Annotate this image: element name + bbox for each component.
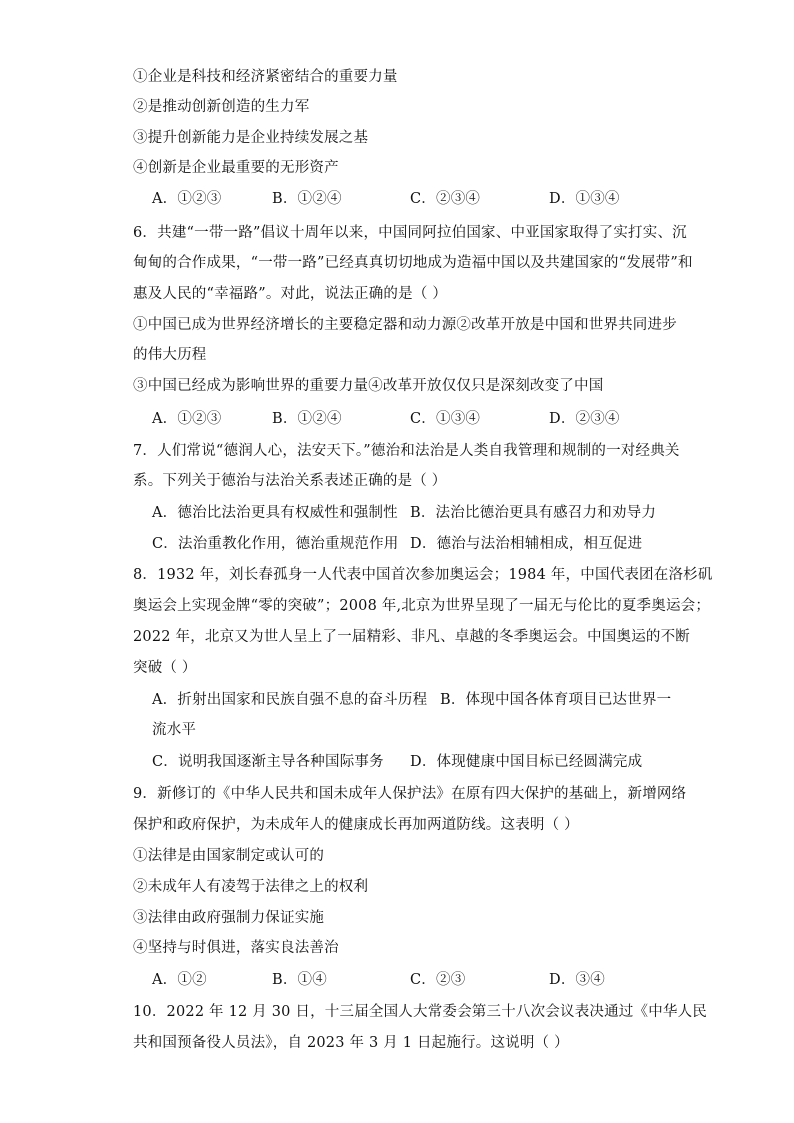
q8-stem-line-4: 突破（ ）	[133, 660, 197, 676]
q8-option-b-cont: 流水平	[152, 722, 197, 738]
q6-option-b[interactable]: B．①②④	[272, 411, 342, 427]
q6-option-d[interactable]: D．②③④	[549, 411, 620, 427]
q5-option-d[interactable]: D．①③④	[549, 191, 620, 207]
q9-option-c[interactable]: C．②③	[410, 972, 466, 988]
q7-option-a[interactable]: A．德治比法治更具有权威性和强制性	[152, 505, 398, 521]
q9-statement-2: ②未成年人有凌驾于法律之上的权利	[133, 879, 369, 895]
q7-stem-line-2: 系。下列关于德治与法治关系表述正确的是（ ）	[133, 473, 447, 489]
q7-option-b[interactable]: B．法治比德治更具有感召力和劝导力	[410, 505, 657, 521]
q6-option-a[interactable]: A．①②③	[152, 411, 222, 427]
q6-statement-2-cont: 的伟大历程	[133, 347, 207, 363]
q10-stem-line-1: 10．2022 年 12 月 30 日，十三届全国人大常委会第三十八次会议表决通过《中华人民	[133, 1004, 707, 1020]
q5-statement-3: ③提升创新能力是企业持续发展之基	[133, 130, 369, 146]
q9-stem-line-1: 9．新修订的《中华人民共和国未成年人保护法》在原有四大保护的基础上，新增网络	[133, 786, 687, 802]
q6-statement-1-2: ①中国已成为世界经济增长的主要稳定器和动力源②改革开放是中国和世界共同进步	[133, 317, 677, 333]
q6-option-c[interactable]: C．①③④	[410, 411, 481, 427]
q8-option-c[interactable]: C．说明我国逐渐主导各种国际事务	[152, 754, 384, 770]
q5-option-a[interactable]: A．①②③	[152, 191, 222, 207]
q8-option-a[interactable]: A．折射出国家和民族自强不息的奋斗历程	[152, 692, 428, 708]
q8-option-b[interactable]: B．体现中国各体育项目已达世界一	[440, 692, 672, 708]
q10-stem-line-2: 共和国预备役人员法》，自 2023 年 3 月 1 日起施行。这说明（ ）	[133, 1035, 569, 1051]
q9-option-d[interactable]: D．③④	[549, 972, 605, 988]
q9-statement-3: ③法律由政府强制力保证实施	[133, 910, 325, 926]
q7-option-d[interactable]: D．德治与法治相辅相成，相互促进	[410, 536, 643, 552]
q9-statement-4: ④坚持与时俱进，落实良法善治	[133, 940, 339, 956]
q8-option-d[interactable]: D．体现健康中国目标已经圆满完成	[410, 754, 643, 770]
q9-option-b[interactable]: B．①④	[272, 972, 327, 988]
q9-option-a[interactable]: A．①②	[152, 972, 207, 988]
q5-statement-2: ②是推动创新创造的生力军	[133, 99, 310, 115]
q9-stem-line-2: 保护和政府保护，为未成年人的健康成长再加两道防线。这表明（ ）	[133, 817, 579, 833]
q5-statement-1: ①企业是科技和经济紧密结合的重要力量	[133, 69, 398, 85]
q5-option-c[interactable]: C．②③④	[410, 191, 481, 207]
q6-stem-line-3: 惠及人民的“幸福路”。对此，说法正确的是（ ）	[133, 286, 448, 302]
q8-stem-line-3: 2022 年，北京又为世人呈上了一届精彩、非凡、卓越的冬季奥运会。中国奥运的不断	[133, 629, 691, 645]
q6-stem-line-1: 6．共建“一带一路”倡议十周年以来，中国同阿拉伯国家、中亚国家取得了实打实、沉	[133, 225, 687, 241]
q5-option-b[interactable]: B．①②④	[272, 191, 342, 207]
q7-stem-line-1: 7．人们常说“德润人心，法安天下。”德治和法治是人类自我管理和规制的一对经典关	[133, 443, 680, 459]
q9-statement-1: ①法律是由国家制定或认可的	[133, 848, 325, 864]
q5-statement-4: ④创新是企业最重要的无形资产	[133, 160, 339, 176]
q8-stem-line-1: 8．1932 年，刘长春孤身一人代表中国首次参加奥运会；1984 年，中国代表团在洛杉矶	[133, 567, 713, 583]
q8-stem-line-2: 奥运会上实现金牌“零的突破”；2008 年,北京为世界呈现了一届无与伦比的夏季奥运会；	[133, 598, 711, 614]
q6-statement-3-4: ③中国已经成为影响世界的重要力量④改革开放仅仅只是深刻改变了中国	[133, 378, 604, 394]
q6-stem-line-2: 甸甸的合作成果，“一带一路”已经真真切切地成为造福中国以及共建国家的“发展带”和	[133, 255, 693, 271]
q7-option-c[interactable]: C．法治重教化作用，德治重规范作用	[152, 536, 399, 552]
